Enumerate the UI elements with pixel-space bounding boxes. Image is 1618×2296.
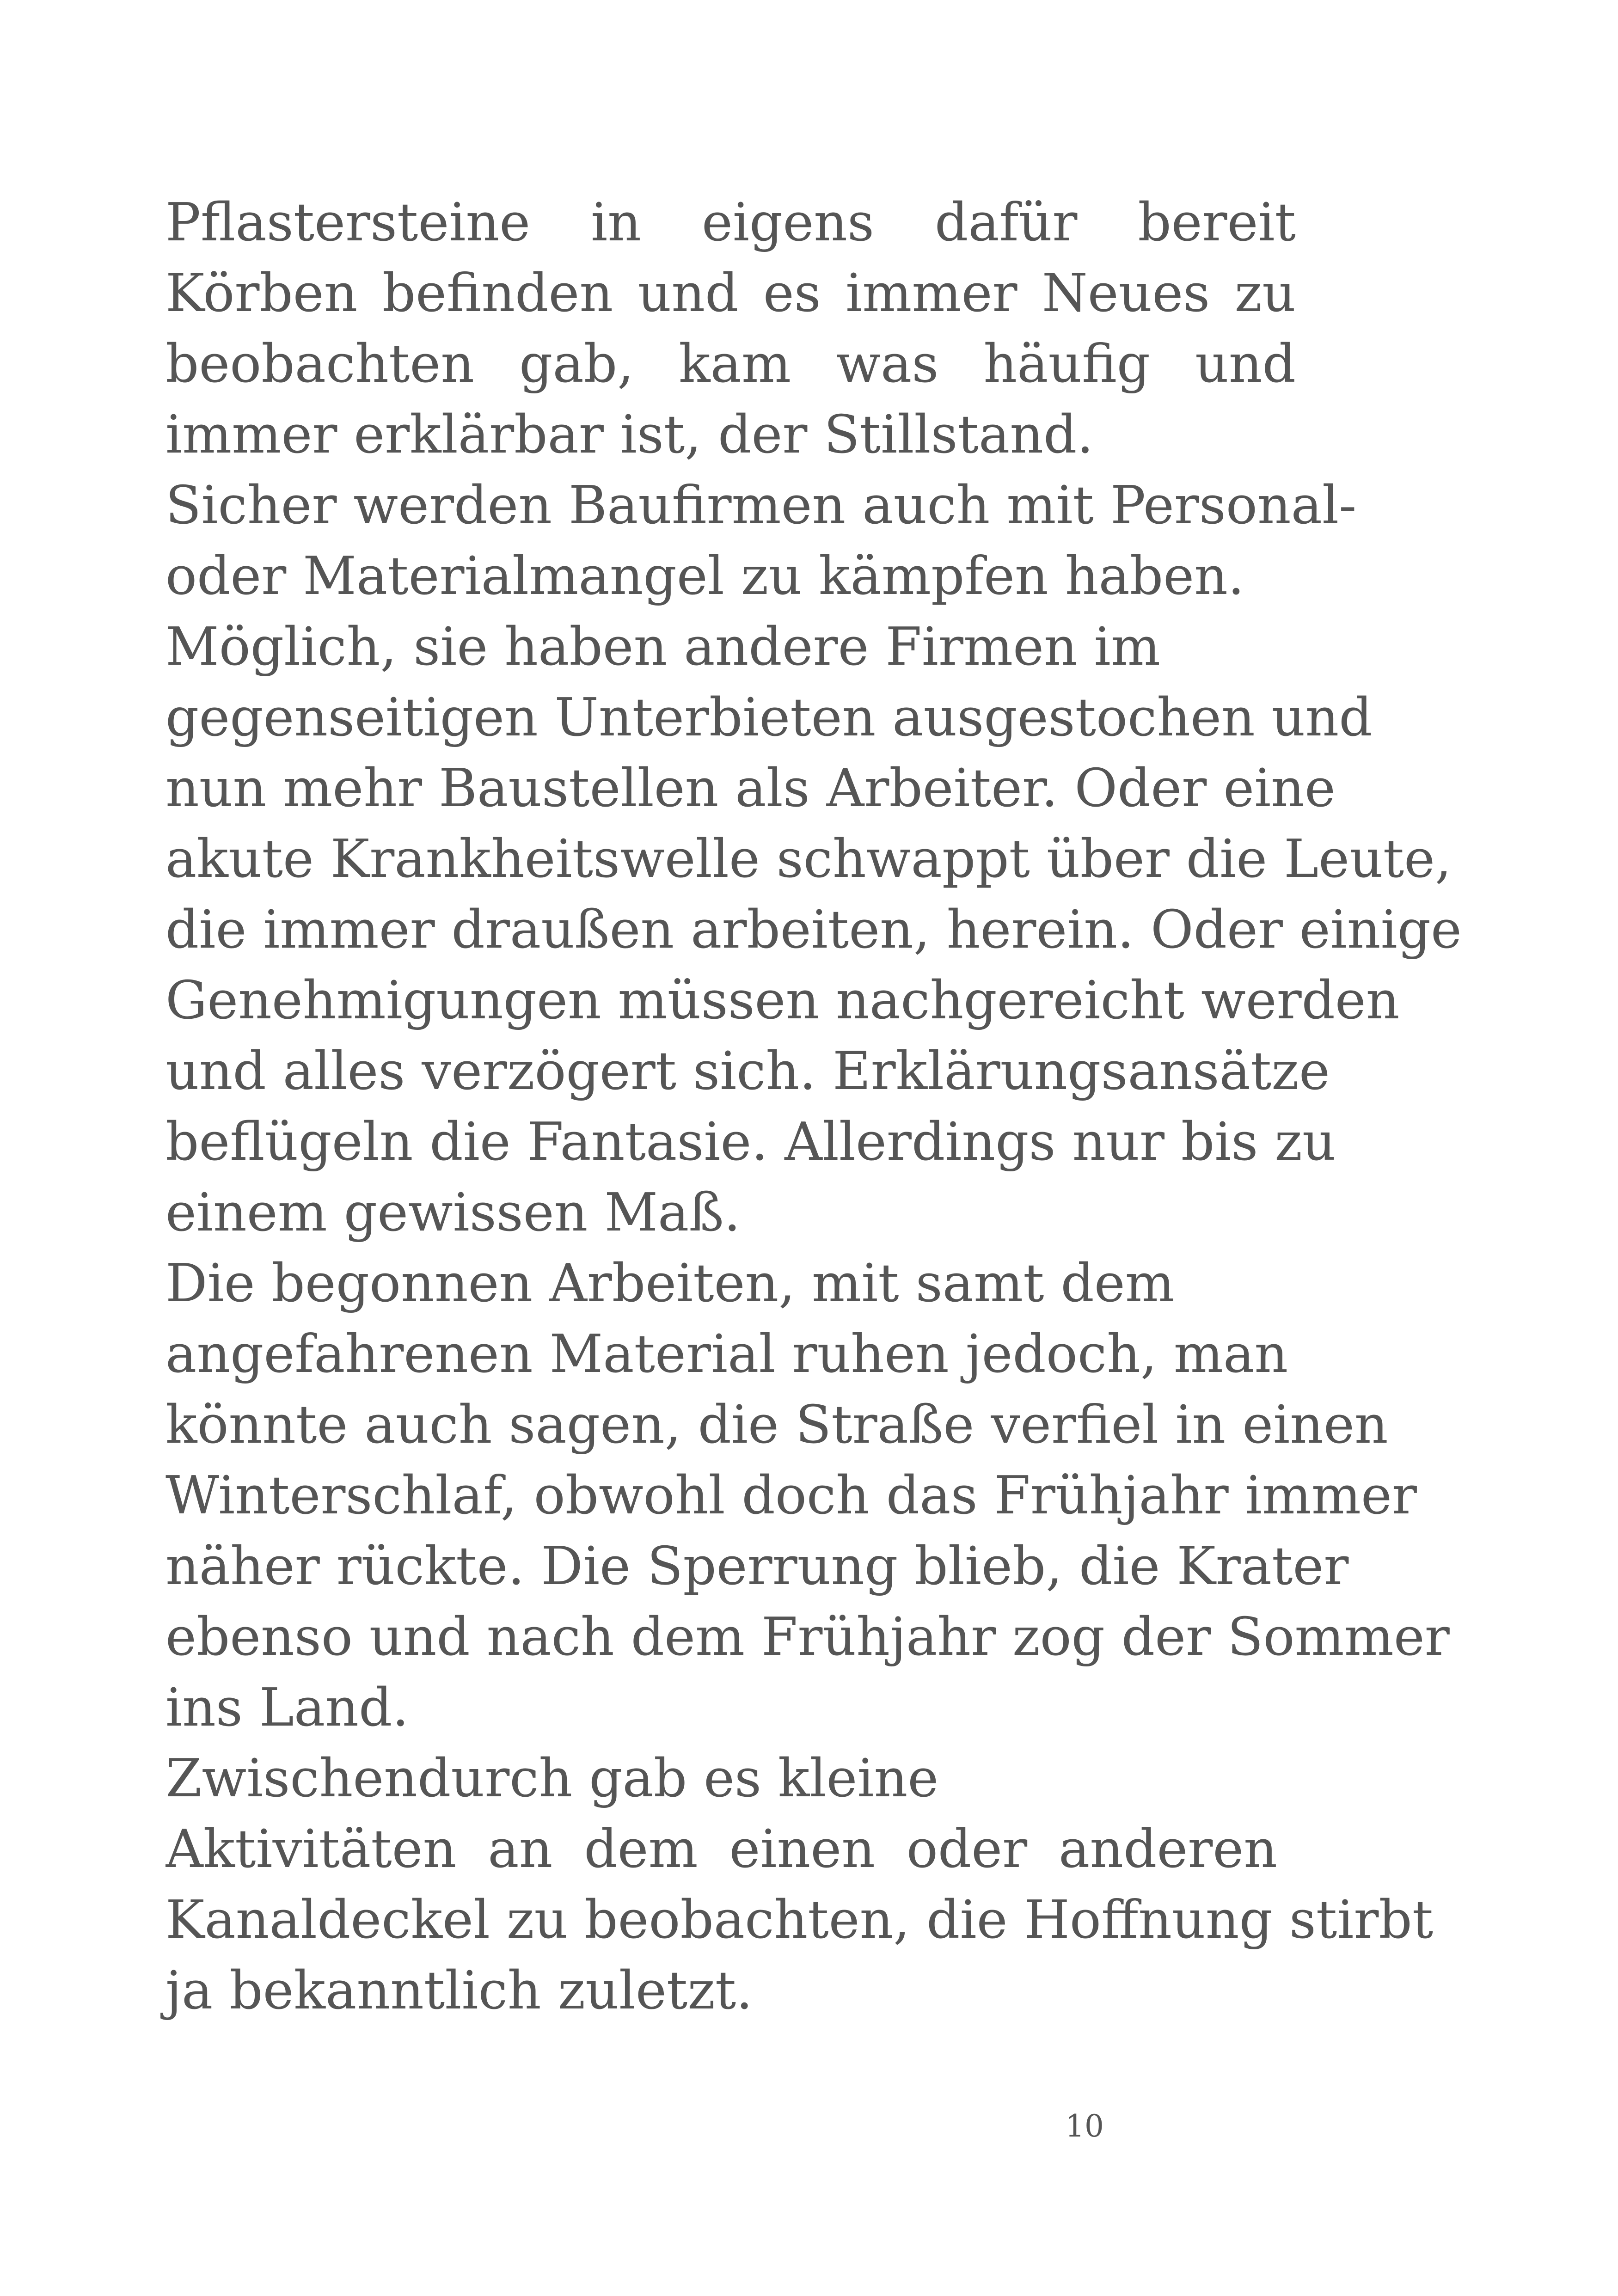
text-line: Möglich, sie haben andere Firmen im: [165, 616, 1160, 677]
text-line: beobachten gab, kam was häufig und: [165, 333, 1296, 394]
text-line: beflügeln die Fantasie. Allerdings nur bis zu: [165, 1111, 1336, 1172]
text-line: oder Materialmangel zu kämpfen haben.: [165, 545, 1244, 606]
text-line: die immer draußen arbeiten, herein. Oder einige: [165, 899, 1462, 960]
text-line: Die begonnen Arbeiten, mit samt dem: [165, 1253, 1175, 1314]
text-line: könnte auch sagen, die Straße verfiel in einen: [165, 1394, 1388, 1455]
text-line: angefahrenen Material ruhen jedoch, man: [165, 1323, 1288, 1384]
text-line: immer erklärbar ist, der Stillstand.: [165, 404, 1094, 465]
text-line: Genehmigungen müssen nachgereicht werden: [165, 970, 1400, 1031]
text-line: ja bekanntlich zuletzt.: [165, 1960, 753, 2021]
text-line: ins Land.: [165, 1677, 409, 1738]
text-line: Sicher werden Baufirmen auch mit Personal-: [165, 475, 1357, 536]
text-line: Winterschlaf, obwohl doch das Frühjahr immer: [165, 1465, 1417, 1526]
text-line: Kanaldeckel zu beobachten, die Hoffnung stirbt: [165, 1889, 1434, 1950]
text-line: Körben befinden und es immer Neues zu: [165, 263, 1296, 324]
text-line: akute Krankheitswelle schwappt über die Leute,: [165, 828, 1452, 889]
text-line: Aktivitäten an dem einen oder anderen: [165, 1818, 1277, 1880]
text-line: Zwischendurch gab es kleine: [165, 1748, 939, 1809]
text-line: ebenso und nach dem Frühjahr zog der Sommer: [165, 1606, 1450, 1667]
text-line: Pflastersteine in eigens dafür bereit: [165, 192, 1296, 253]
text-line: näher rückte. Die Sperrung blieb, die Krater: [165, 1536, 1349, 1597]
text-line: und alles verzögert sich. Erklärungsansätze: [165, 1041, 1330, 1102]
text-line: einem gewissen Maß.: [165, 1182, 741, 1243]
body-text: [165, 187, 1462, 2026]
text-line: gegenseitigen Unterbieten ausgestochen und: [165, 687, 1373, 748]
page-number: 10: [1065, 2108, 1104, 2144]
text-line: nun mehr Baustellen als Arbeiter. Oder eine: [165, 758, 1336, 819]
